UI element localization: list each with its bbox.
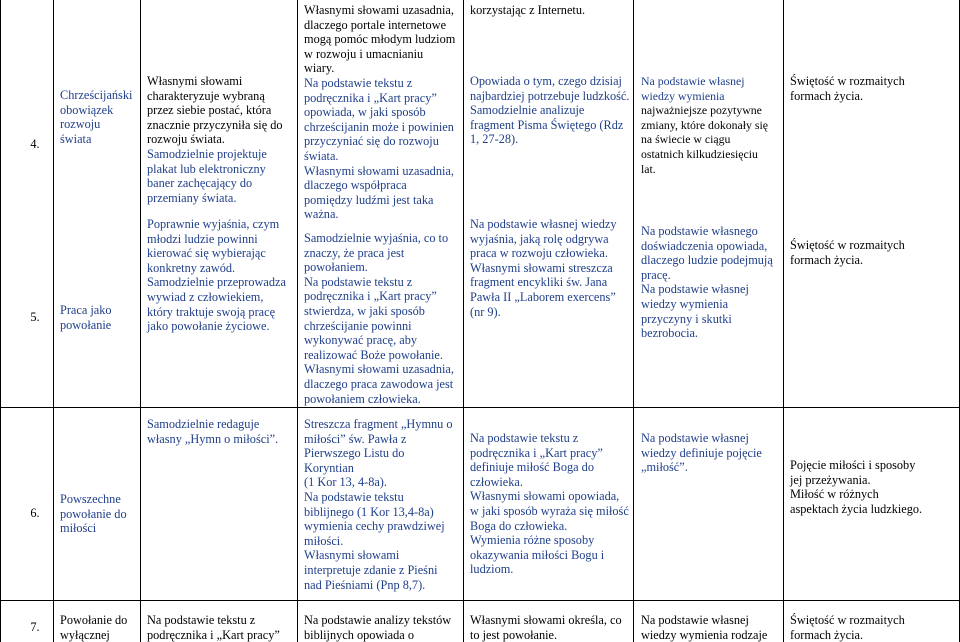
requirements-cell: Samodzielnie wyjaśnia, co to znaczy, że praca jest powołaniem. Na podstawie tekstu z podręcznika i „Kart pracy” stwierdza, w jaki sposób chrześcijanie powinni wykonywać pracę, aby realizować Boże powołanie. Własnymi słowami uzasadnia, dlaczego praca zawodowa jest powołaniem człowieka. [304,231,454,406]
topic-cell: Chrześcijański obowiązek rozwoju świata [60,88,133,146]
requirements-cell: Na podstawie własnej wiedzy wymienia najważniejsze pozytywne zmiany, które dokonały się na świecie w ciągu ostatnich kilkudziesięciu lat. [641,74,769,176]
requirements-cell: Samodzielnie redaguje własny „Hymn o miłości”. [147,417,279,446]
requirements-cell: Opowiada o tym, czego dzisiaj najbardziej potrzebuje ludzkość. Samodzielnie analizuje fragment Pisma Świętego (Rdz 1, 27-28). [470,74,630,147]
requirements-cell: Na podstawie tekstu z podręcznika i „Kart pracy” definiuje miłość Boga do człowieka. Własnymi słowami opowiada, w jaki sposób wyraża się miłość Boga do człowieka. Wymienia różne sposoby okazywania miłości Bogu i ludziom. [470,431,629,577]
curriculum-cell: Świętość w rozmaitych formach życia. [790,238,905,267]
topic-cell: Praca jako powołanie [60,303,112,332]
column-divider [633,0,634,642]
curriculum-cell: Pojęcie miłości i sposoby jej przeżywania. Miłość w różnych aspektach życia ludzkiego. [790,458,923,516]
column-divider [140,0,141,642]
curriculum-cell: Świętość w rozmaitych formach życia. [790,613,905,642]
column-divider [297,0,298,642]
requirements-cell: Własnymi słowami charakteryzuje wybraną przez siebie postać, która znacznie przyczyniła się do rozwoju świata. Samodzielnie projektuje plakat lub elektroniczny baner zachęcający do przemiany świata. [147,74,283,205]
requirements-cell: Poprawnie wyjaśnia, czym młodzi ludzie powinni kierować się wybierając konkretny zawód. Samodzielnie przeprowadza wywiad z człowiekiem, który traktuje swoją pracę jako powołanie życiowe. [147,217,286,334]
requirements-cell: Na podstawie własnej wiedzy definiuje pojęcie „miłość”. [641,431,762,475]
topic-cell: Powołanie do wyłącznej [60,613,128,642]
column-divider [783,0,784,642]
column-divider [463,0,464,642]
requirements-cell: Na podstawie tekstu z podręcznika i „Kart pracy” [147,613,280,642]
topic-cell: Powszechne powołanie do miłości [60,492,127,536]
requirements-cell: Streszcza fragment „Hymnu o miłości” św. Pawła z Pierwszego Listu do Koryntian (1 Kor 13, 4-8a). Na podstawie tekstu biblijnego (1 Kor 13,4-8a) wymienia cechy prawdziwej miłości. Własnymi słowami interpretuje zdanie z Pieśni nad Pieśniami (Pnp 8,7). [304,417,453,592]
requirements-cell: Na podstawie własnej wiedzy wymienia rodzaje [641,613,768,642]
column-divider [53,0,54,642]
row-number: 5. [30,310,40,324]
requirements-cell: Własnymi słowami określa, co to jest powołanie. [470,613,622,642]
requirements-cell: Na podstawie analizy tekstów biblijnych opowiada o [304,613,452,642]
row-divider [0,600,960,601]
row-number: 7. [30,620,40,634]
requirements-cell: Na podstawie własnego doświadczenia opowiada, dlaczego ludzie podejmują pracę. Na podstawie własnej wiedzy wymienia przyczyny i skutki bezrobocia. [641,224,773,341]
requirements-cell: korzystając z Internetu. [470,3,586,17]
requirements-cell: Własnymi słowami uzasadnia, dlaczego portale internetowe mogą pomóc młodym ludziom w rozwoju i umacnianiu wiary. Na podstawie tekstu z podręcznika i „Kart pracy” opowiada, w jaki sposób chrześcijanin może i powinien przyczyniać się do rozwoju świata. Własnymi słowami uzasadnia, dlaczego współpraca pomiędzy ludźmi jest taka ważna. [304,3,456,222]
curriculum-cell: Świętość w rozmaitych formach życia. [790,74,905,103]
table-border-left [0,0,1,642]
row-number: 4. [30,137,40,151]
requirements-cell: Na podstawie własnej wiedzy wyjaśnia, jaką rolę odgrywa praca w rozwoju człowieka. Własnymi słowami streszcza fragment encykliki św. Jana Pawła II „Laborem exercens” (nr 9). [470,217,617,319]
row-divider [0,407,960,408]
row-number: 6. [30,506,40,520]
